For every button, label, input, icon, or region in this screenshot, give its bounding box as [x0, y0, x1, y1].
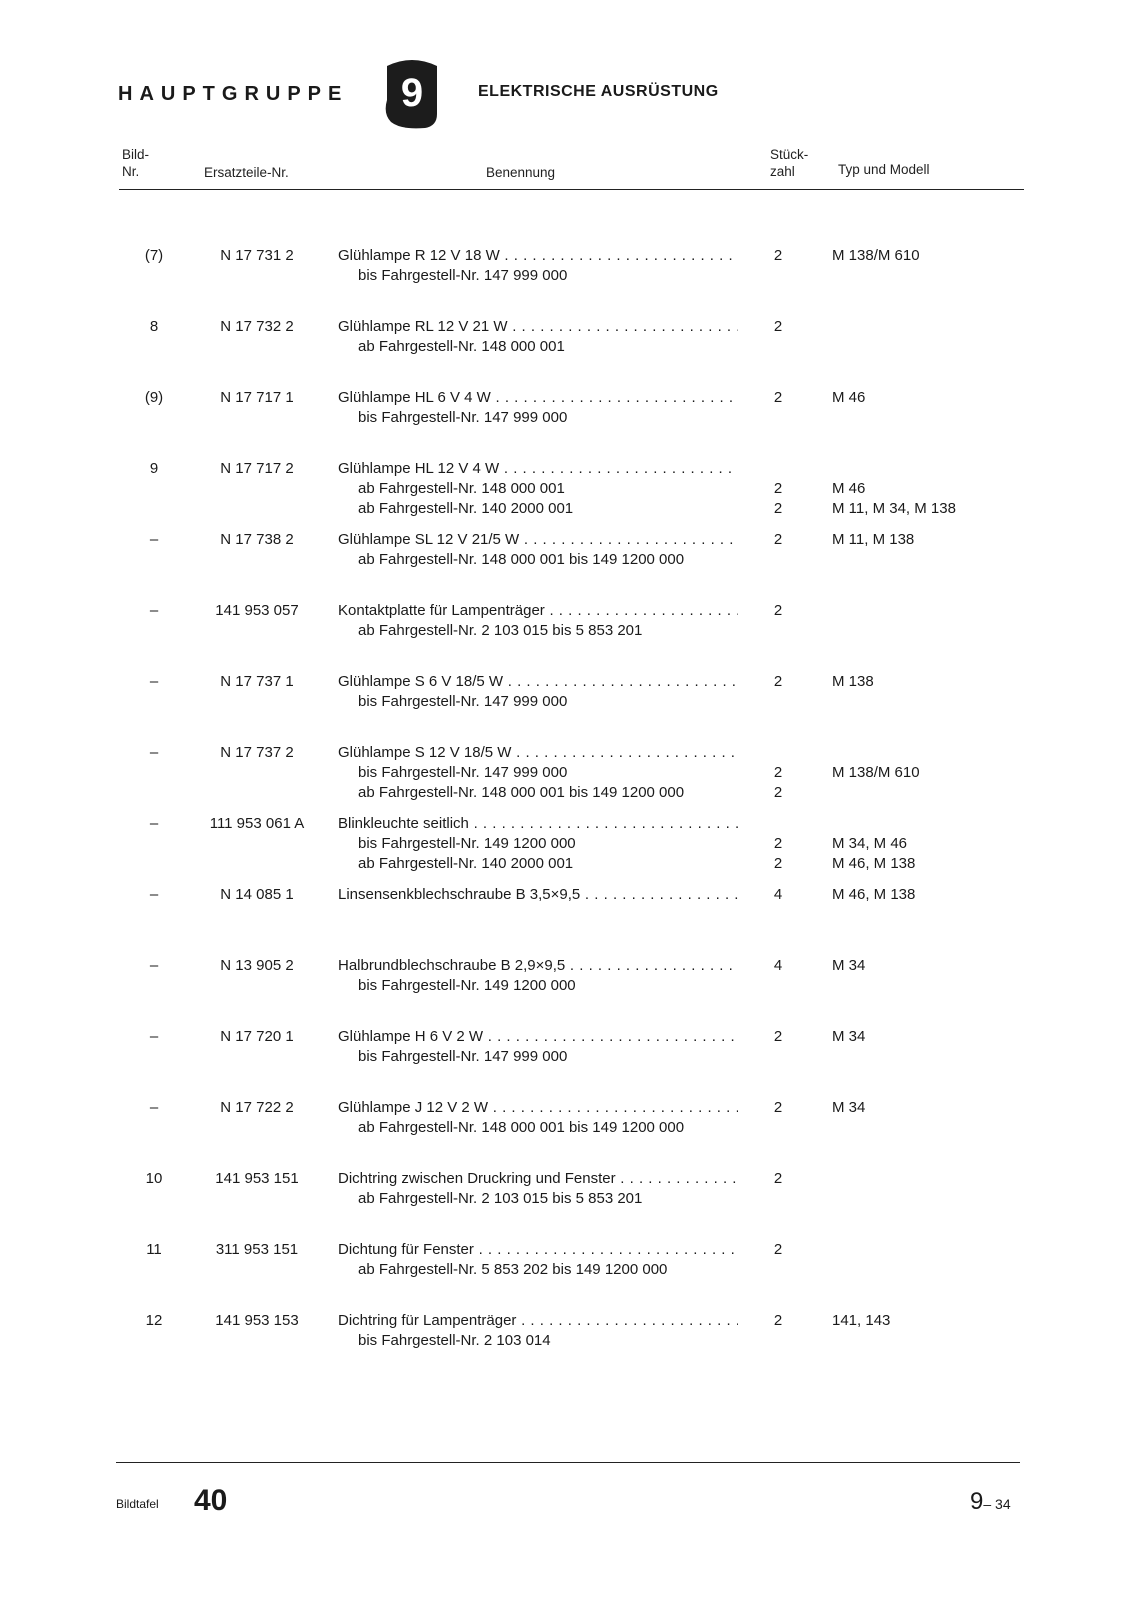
- quantity: 2: [773, 602, 783, 619]
- item-number: –: [149, 673, 159, 690]
- quantity: 2: [773, 531, 783, 548]
- parts-row: [0, 673, 1139, 739]
- part-description: Dichtung für Fenster . . .: [338, 1241, 738, 1258]
- item-number: –: [149, 886, 159, 903]
- quantity: 4: [773, 957, 783, 974]
- quantity-line-2: 2: [773, 500, 783, 517]
- part-number: N 17 738 2: [220, 531, 294, 548]
- part-applicability-2: ab Fahrgestell-Nr. 140 2000 001: [358, 500, 574, 517]
- quantity: 2: [773, 318, 783, 335]
- item-number: –: [149, 531, 159, 548]
- parts-row: [0, 957, 1139, 1023]
- quantity-line-1: 2: [773, 764, 783, 781]
- item-number: –: [149, 1028, 159, 1045]
- quantity: 2: [773, 389, 783, 406]
- quantity: 2: [773, 1170, 783, 1187]
- part-number: 111 953 061 A: [209, 815, 305, 832]
- quantity: 2: [773, 673, 783, 690]
- model-line-1: M 34, M 46: [832, 835, 908, 852]
- parts-row: [0, 460, 1139, 526]
- item-number: (7): [144, 247, 164, 264]
- item-number: 10: [145, 1170, 163, 1187]
- item-number: 11: [146, 1241, 162, 1258]
- quantity: 2: [773, 1241, 783, 1258]
- part-description: Glühlampe RL 12 V 21 W . . .: [338, 318, 738, 335]
- model: M 34: [832, 957, 866, 974]
- part-applicability-1: bis Fahrgestell-Nr. 2 103 014: [358, 1332, 551, 1349]
- page-number-main: 9: [970, 1488, 984, 1515]
- model: 141, 143: [832, 1312, 891, 1329]
- part-description: Glühlampe S 12 V 18/5 W . . .: [338, 744, 738, 761]
- part-number: 311 953 151: [215, 1241, 299, 1258]
- parts-row: [0, 1099, 1139, 1165]
- part-applicability-1: ab Fahrgestell-Nr. 148 000 001 bis 149 1200 000: [358, 1119, 685, 1136]
- model-line-1: M 46: [832, 480, 866, 497]
- part-description: Dichtring zwischen Druckring und Fenster . . .: [338, 1170, 738, 1187]
- quantity: 2: [773, 1312, 783, 1329]
- part-description: Glühlampe HL 6 V 4 W . . .: [338, 389, 738, 406]
- part-applicability-2: ab Fahrgestell-Nr. 140 2000 001: [358, 855, 574, 872]
- parts-row: [0, 389, 1139, 455]
- quantity: 2: [773, 1028, 783, 1045]
- part-number: N 17 717 2: [220, 460, 294, 477]
- part-applicability-1: bis Fahrgestell-Nr. 147 999 000: [358, 267, 568, 284]
- parts-row: [0, 1312, 1139, 1378]
- part-description: Glühlampe S 6 V 18/5 W . . .: [338, 673, 738, 690]
- page-number: [970, 1488, 1011, 1516]
- part-description: Halbrundblechschraube B 2,9×9,5 . . .: [338, 957, 738, 974]
- part-number: N 17 722 2: [220, 1099, 294, 1116]
- item-number: –: [149, 602, 159, 619]
- model: M 46, M 138: [832, 886, 916, 903]
- parts-row: [0, 744, 1139, 810]
- part-description: Kontaktplatte für Lampenträger . . .: [338, 602, 738, 619]
- parts-row: [0, 318, 1139, 384]
- column-header-bild: [122, 146, 149, 180]
- part-applicability-1: ab Fahrgestell-Nr. 148 000 001: [358, 338, 565, 355]
- part-applicability-1: ab Fahrgestell-Nr. 2 103 015 bis 5 853 201: [358, 622, 643, 639]
- item-number: –: [149, 957, 159, 974]
- part-number: 141 953 153: [215, 1312, 299, 1329]
- quantity: 2: [773, 1099, 783, 1116]
- part-applicability-1: bis Fahrgestell-Nr. 147 999 000: [358, 693, 568, 710]
- part-description: Blinkleuchte seitlich . . .: [338, 815, 738, 832]
- quantity-line-2: 2: [773, 855, 783, 872]
- page-number-sub: – 34: [983, 1496, 1011, 1512]
- model: M 34: [832, 1099, 866, 1116]
- part-applicability-1: ab Fahrgestell-Nr. 5 853 202 bis 149 1200 000: [358, 1261, 668, 1278]
- parts-row: [0, 531, 1139, 597]
- part-number: N 17 720 1: [220, 1028, 294, 1045]
- part-description: Glühlampe H 6 V 2 W . . .: [338, 1028, 738, 1045]
- part-description: Linsensenkblechschraube B 3,5×9,5 . . .: [338, 886, 738, 903]
- group-number: 9: [400, 71, 424, 115]
- part-number: N 17 731 2: [220, 247, 294, 264]
- parts-row: [0, 815, 1139, 881]
- item-number: –: [149, 744, 159, 761]
- part-applicability-1: bis Fahrgestell-Nr. 147 999 000: [358, 1048, 568, 1065]
- plate-number: 40: [194, 1484, 228, 1517]
- part-description: Glühlampe R 12 V 18 W . . .: [338, 247, 738, 264]
- part-applicability-1: bis Fahrgestell-Nr. 149 1200 000: [358, 977, 576, 994]
- quantity: 4: [773, 886, 783, 903]
- column-header-model: Typ und Modell: [838, 162, 930, 177]
- group-badge-shape: [381, 58, 443, 130]
- part-applicability-1: ab Fahrgestell-Nr. 148 000 001 bis 149 1200 000: [358, 551, 685, 568]
- parts-row: [0, 247, 1139, 313]
- header-divider: [119, 189, 1024, 190]
- column-header-quantity: [770, 146, 808, 180]
- parts-row: [0, 1170, 1139, 1236]
- parts-row: [0, 1241, 1139, 1307]
- part-applicability-1: bis Fahrgestell-Nr. 147 999 000: [358, 409, 568, 426]
- parts-row: [0, 1028, 1139, 1094]
- part-number: N 17 717 1: [220, 389, 294, 406]
- item-number: 12: [145, 1312, 163, 1329]
- part-number: N 14 085 1: [220, 886, 294, 903]
- part-description: Dichtring für Lampenträger . . .: [338, 1312, 738, 1329]
- part-number: 141 953 057: [215, 602, 299, 619]
- quantity: 2: [773, 247, 783, 264]
- part-applicability-1: ab Fahrgestell-Nr. 148 000 001: [358, 480, 565, 497]
- part-applicability-1: bis Fahrgestell-Nr. 149 1200 000: [358, 835, 576, 852]
- part-number: N 13 905 2: [220, 957, 294, 974]
- column-header-quantity-line1: Stück-: [770, 147, 809, 162]
- column-header-bild-line2: Nr.: [122, 164, 140, 179]
- section-title: ELEKTRISCHE AUSRÜSTUNG: [478, 83, 719, 100]
- parts-row: [0, 886, 1139, 952]
- item-number: 8: [149, 318, 159, 335]
- quantity-line-1: 2: [773, 835, 783, 852]
- quantity-line-2: 2: [773, 784, 783, 801]
- column-header-part-number: Ersatzteile-Nr.: [204, 165, 289, 180]
- model: M 46: [832, 389, 866, 406]
- model: M 138: [832, 673, 874, 690]
- model: M 11, M 138: [832, 531, 915, 548]
- item-number: –: [149, 815, 159, 832]
- part-description: Glühlampe J 12 V 2 W . . .: [338, 1099, 738, 1116]
- column-header-description: Benennung: [486, 165, 556, 180]
- item-number: 9: [149, 460, 159, 477]
- model-line-2: M 11, M 34, M 138: [832, 500, 956, 517]
- model-line-2: M 46, M 138: [832, 855, 916, 872]
- part-number: N 17 737 1: [220, 673, 294, 690]
- part-applicability-1: bis Fahrgestell-Nr. 147 999 000: [358, 764, 568, 781]
- model: M 34: [832, 1028, 866, 1045]
- part-number: N 17 737 2: [220, 744, 294, 761]
- group-number-badge: [381, 58, 443, 130]
- column-header-quantity-line2: zahl: [770, 164, 795, 179]
- item-number: –: [149, 1099, 159, 1116]
- footer-divider: [116, 1462, 1020, 1463]
- column-header-bild-line1: Bild-: [122, 147, 150, 162]
- part-applicability-2: ab Fahrgestell-Nr. 148 000 001 bis 149 1200 000: [358, 784, 685, 801]
- part-applicability-1: ab Fahrgestell-Nr. 2 103 015 bis 5 853 201: [358, 1190, 643, 1207]
- page-title: HAUPTGRUPPE: [118, 83, 349, 105]
- part-number: N 17 732 2: [220, 318, 294, 335]
- plate-label: Bildtafel: [116, 1497, 159, 1511]
- part-description: Glühlampe SL 12 V 21/5 W . . .: [338, 531, 738, 548]
- part-number: 141 953 151: [215, 1170, 299, 1187]
- item-number: (9): [144, 389, 164, 406]
- model: M 138/M 610: [832, 247, 920, 264]
- parts-row: [0, 602, 1139, 668]
- part-description: Glühlampe HL 12 V 4 W . . .: [338, 460, 738, 477]
- quantity-line-1: 2: [773, 480, 783, 497]
- model-line-1: M 138/M 610: [832, 764, 920, 781]
